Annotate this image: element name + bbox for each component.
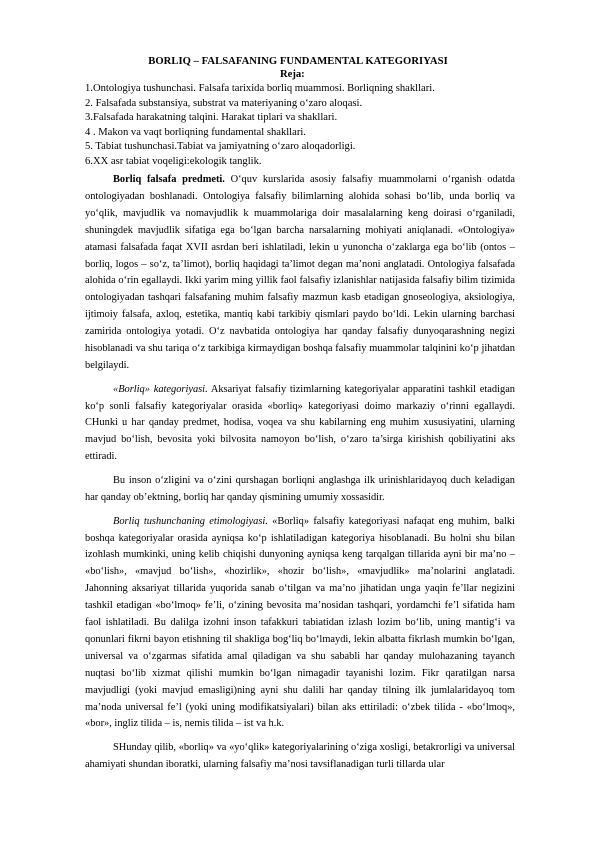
page-title: BORLIQ – FALSAFANING FUNDAMENTAL KATEGORIYASI bbox=[148, 56, 448, 67]
plan-heading: Reja: bbox=[280, 69, 305, 80]
paragraph-text: SHunday qilib, «borliq» va «yo‘qlik» kategoriyalarining o‘ziga xosligi, betakrorligi va universal ahamiyati shundan iboratki, ularning falsafiy ma’nosi tavsiflanadigan turli tillarda ular bbox=[85, 742, 515, 771]
plan-list bbox=[85, 82, 525, 169]
paragraph-text: Bu inson o‘zligini va o‘zini qurshagan borliqni anglashga ilk urinishlaridayoq duch keladigan har qanday ob’ektning, borliq har qanday qismining umumiy xossasidir. bbox=[85, 475, 515, 503]
plan-item: 6.XX asr tabiat voqeligi:ekologik tanglik. bbox=[85, 155, 262, 167]
paragraph-text: Aksariyat falsafiy tizimlarning kategoriyalar apparatini tashkil etadigan ko‘p sonli falsafiy kategoriyalar orasida «borliq» kategoriyasi doimo markaziy o‘rinni egallaydi. CHunki u har qanday predmet, hodisa, voqea va shu kabilarning eng muhim xususiyatini, ularning mavjud bo‘lish, bevosita yoki bilvosita namoyon bo‘lish, o‘zaro ta’sirga kirishish qobiliyatini aks ettiradi. bbox=[85, 383, 515, 463]
paragraph-lead: Borliq tushunchaning etimologiyasi. bbox=[113, 515, 268, 527]
plan-item: 2. Falsafada substansiya, substrat va materiyaning o‘zaro aloqasi. bbox=[85, 97, 363, 109]
plan-item: 3.Falsafada harakatning talqini. Harakat tiplari va shakllari. bbox=[85, 112, 338, 123]
paragraph-lead: «Borliq» kategoriyasi. bbox=[113, 383, 208, 395]
plan-item: 5. Tabiat tushunchasi.Tabiat va jamiyatning o‘zaro aloqadorligi. bbox=[85, 141, 356, 152]
plan-item: 4 . Makon va vaqt borliqning fundamental shakllari. bbox=[85, 126, 306, 138]
paragraph-lead: Borliq falsafa predmeti. bbox=[113, 174, 225, 185]
paragraph-text: «Borliq» falsafiy kategoriyasi nafaqat eng muhim, balki boshqa kategoriyalar orasida ayniqsa ko‘p ishlatiladigan kategoriya hisoblanadi. Bu holni shu bilan izohlash mumkinki, uning kelib chiqishi dunyoning ayniqsa keng tarqalgan tillarida ayni bir ma’no – «bo‘lish», «mavjud bo‘lish», «hozirlik», «hozir bo‘lish», «mavjudlik» ma’nolarini anglatadi. Jahonning aksariyat tillarida yuqorida sanab o‘tilgan va ma’no jihatidan unga yaqin fe’llar negizini tashkil etadigan «bo‘lmoq» fe’li, o‘zining bevosita ma’nosidan tashqari, yordamchi fe’l sifatida ham faol ishlatiladi. Bu dalilga izohni inson tafakkuri tabiatidan izlash lozim bo‘lib, uning mantig‘i va qonunlari fikrni bayon etishning til shakliga bog‘liq bo‘lmaydi, lekin albatta fikrlash mumkin bo‘lgan, universal va o‘zgarmas sifatida amal qiladigan va shu sababli har qanday mulohazaning tayanch nuqtasi bo‘lib xizmat qilishi mumkin bo‘lgan nimagadir tayanishi lozim. Fikr qaratilgan narsa mavjudligi (yoki mavjud emasligi)ning ayni shu dalili har qanday tilning ilk jumlalaridayoq tom ma’noda universal fe’l (yoki uning modifikatsiyalari) bilan aks ettiriladi: o‘zbek tilida - «bo‘lmoq», «bor», ingliz tilida – is, nemis tilida – ist va h.k. bbox=[85, 515, 515, 730]
paragraph-inson-ozligi bbox=[85, 473, 515, 507]
paragraph-etimologiya bbox=[85, 514, 515, 734]
body-text bbox=[85, 172, 515, 781]
paragraph-borliq-kategoriyasi bbox=[85, 382, 515, 467]
paragraph-borliq-falsafa-predmeti bbox=[85, 172, 515, 375]
plan-item: 1.Ontologiya tushunchasi. Falsafa tarixida borliq muammosi. Borliqning shakllari. bbox=[85, 83, 435, 94]
paragraph-shunday-qilib bbox=[85, 740, 515, 774]
paragraph-text: O‘quv kurslarida asosiy falsafiy muammolarni o‘rganish odatda ontologiyadan boshlanadi. Ontologiya falsafiy bilimlarning alohida sohasi bo‘lib, unda borliq va yo‘qlik, mavjudlik va nomavjudlik k muammolariga doir masalalarning keng doirasi o‘rganiladi, shuningdek mavjudlik sifatiga ega bo‘lgan barcha narsalarning mohiyati aniqlanadi. «Ontologiya» atamasi falsafada faqat XVII asrdan beri ishlatiladi, lekin u yunoncha o‘zaklarga ega bo‘lib (ontos – borliq, logos – so‘z, ta’limot), borliq haqidagi ta’limot degan ma’noni anglatadi. Ontologiya falsafada alohida o‘rin egallaydi. Ikki yarim ming yillik faol falsafiy izlanishlar natijasida falsafiy bilim tizimida ontologiyadan tashqari falsafaning muhim falsafiy mazmun kasb etadigan gnoseologiya, aksiologiya, ijtimoiy falsafa, axloq, estetika, mantiq kabi tarkibiy qismlari paydo bo‘ldi. Lekin ularning barchasi zamirida ontologiya yotadi. O‘z navbatida ontologiya har qanday falsafiy dunyoqarashning negizi hisoblanadi va shu tariqa o‘z tarkibiga kirmaydigan boshqa falsafiy muammolar talqinini ko‘p jihatdan belgilaydi. bbox=[85, 174, 515, 371]
